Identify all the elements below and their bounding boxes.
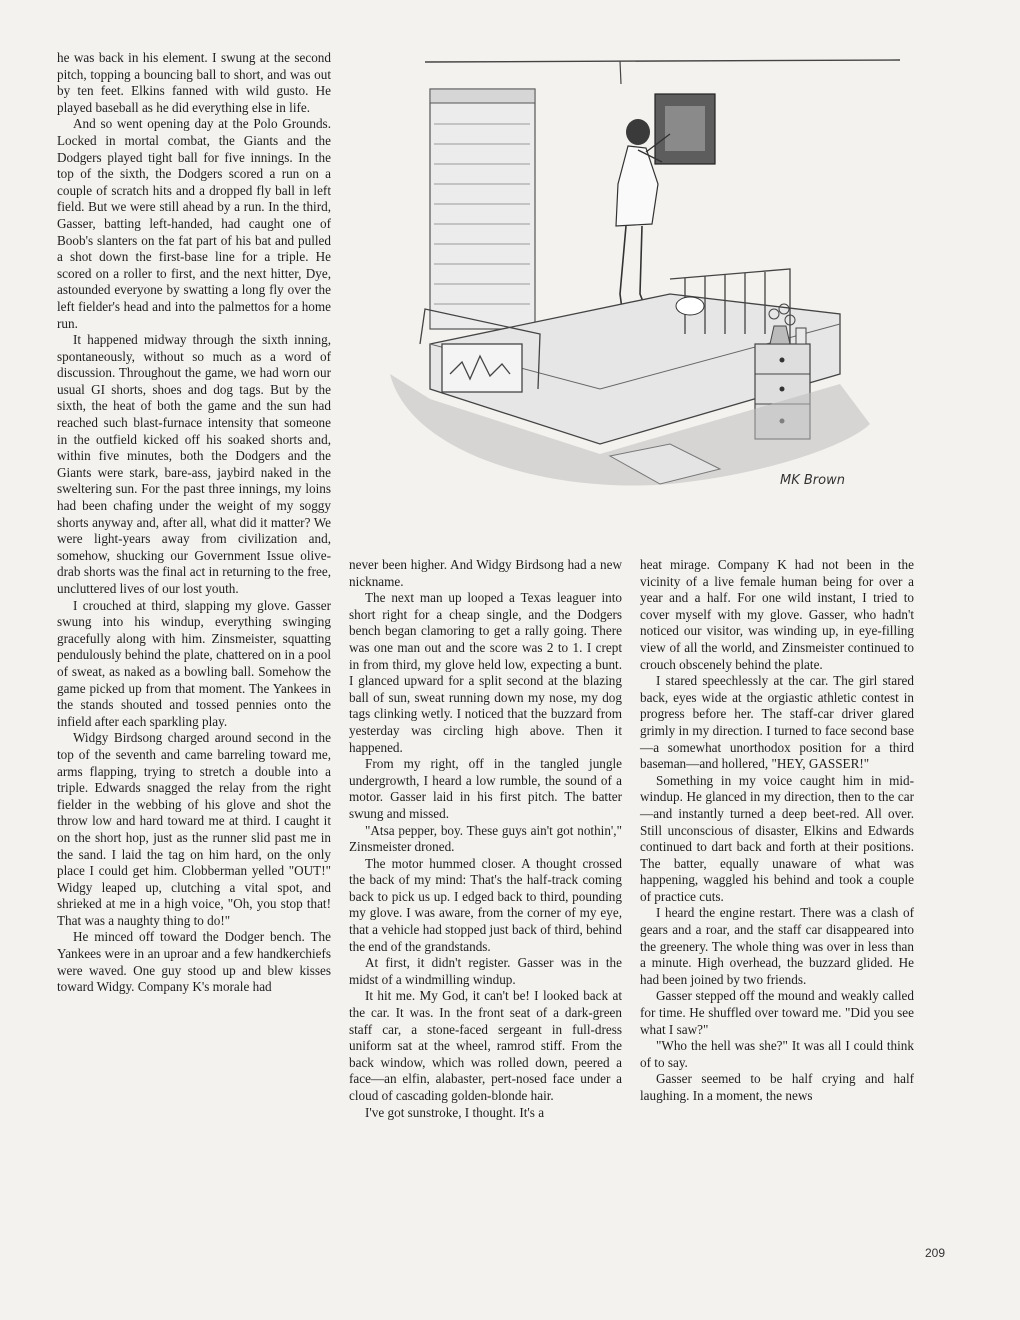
paragraph: Gasser seemed to be half crying and half laughing. In a moment, the news [640, 1071, 914, 1103]
page-number: 209 [925, 1246, 946, 1260]
artist-signature: MK Brown [780, 473, 845, 488]
paragraph: Gasser stepped off the mound and weakly called for time. He shuffled over toward me. "Did you see what I saw?" [640, 988, 914, 1037]
paragraph: "Atsa pepper, boy. These guys ain't got nothin'," Zinsmeister droned. [349, 822, 622, 855]
paragraph: I crouched at third, slapping my glove. Gasser swung into his windup, everything swinging gracefully along with him. Zinsmeister, squatting pendulously behind the plate, chattered on in a pool of sweat, as naked as a bowling ball. Somehow the game picked up from that moment. The Yankees in the stands shouted and tossed pennies onto the infield after each sparkling play. [57, 597, 331, 729]
paragraph: heat mirage. Company K had not been in the vicinity of a live female human being for over a year and a half. For one wild instant, I tried to cover myself with my glove. Gasser, who hadn't noticed our visitor, was winding up, in eye-filling view of all the world, and Zinsmeister continued to crouch obscenely behind the plate. [640, 557, 914, 672]
paragraph: The next man up looped a Texas leaguer into short right for a cheap single, and the Dodgers bench began clamoring to get a rally going. There was one man out and the score was 2 to 1. I crept in from third, my glove held low, expecting a bunt. I glanced upward for a split second at the blazing ball of sun, sweat running down my nose, my dog tags clinking wetly. I noticed that the buzzard from yesterday was circling high above. Then it happened. [349, 590, 622, 755]
text-column-2 [349, 557, 622, 1121]
paragraph: At first, it didn't register. Gasser was in the midst of a windmilling windup. [349, 955, 622, 987]
paragraph: Something in my voice caught him in mid-windup. He glanced in my direction, then to the car—and instantly turned a deep beet-red. All over. Still unconscious of disaster, Elkins and Edwards continued to dart back and forth at their positions. The batter, equally unaware of what was happening, waggled his behind and took a couple of practice cuts. [640, 772, 914, 904]
paragraph: The motor hummed closer. A thought crossed the back of my mind: That's the half-track coming back to pick us up. I edged back to third, pounding my glove. I was aware, from the corner of my eye, that a vehicle had stopped just back of third, behind the end of the grandstands. [349, 855, 622, 954]
paragraph: he was back in his element. I swung at the second pitch, topping a bouncing ball to short, and was out by ten feet. Elkins fanned with wild gusto. He played baseball as he did everything else in life. [57, 50, 331, 115]
text-column-3 [640, 557, 914, 1105]
paragraph: "Who the hell was she?" It was all I could think of to say. [640, 1038, 914, 1070]
paragraph: It happened midway through the sixth inning, spontaneously, without so much as a word of discussion. Throughout the game, we had worn our usual GI shorts, shoes and dog tags. But by the sixth, the heat of both the game and the sun had reached such blast-furnace intensity that someone in the outfield kicked off his soaked shorts and, within five minutes, both the Dodgers and the Giants were stark, bare-ass, jaybird naked in the sweltering sun. For the past three innings, my loins had been chafing under the weight of my soggy shorts anyway and, after all, what did it matter? We were light-years away from civilization and, somehow, shucking our Government Issue olive-drab shorts was the final act in returning to the free, uncluttered lives of our lost youth. [57, 332, 331, 596]
paragraph: And so went opening day at the Polo Grounds. Locked in mortal combat, the Giants and the Dodgers played tight ball for five innings. In the top of the sixth, the Dodgers scored a run on a couple of scratch hits and a dropped fly ball in left field. But we were still ahead by a run. In the third, Gasser, batting left-handed, had caught one of Boob's slanters on the fat part of his bat and pulled a shot down the first-base line for a triple. He scored on a roller to first, and the next hitter, Dye, astounded everyone by swatting a long fly over the left fielder's head and into the palmettos for a home run. [57, 116, 331, 331]
paragraph: From my right, off in the tangled jungle undergrowth, I heard a low rumble, the sound of a motor. Gasser laid in his first pitch. The batter swung and missed. [349, 756, 622, 821]
cartoon-illustration [370, 44, 910, 524]
paragraph: I stared speechlessly at the car. The girl stared back, eyes wide at the orgiastic athletic contest in progress before her. The staff-car driver glared grimly in my direction. I turned to face second base—a somewhat unorthodox position for a third baseman—and hollered, "HEY, GASSER!" [640, 673, 914, 772]
paragraph: He minced off toward the Dodger bench. The Yankees were in an uproar and a few handkerchiefs were waved. One guy stood up and blew kisses toward Widgy. Company K's morale had [57, 929, 331, 995]
paragraph: Widgy Birdsong charged around second in the top of the seventh and came barreling toward me, arms flapping, trying to stretch a double into a triple. Edwards snagged the relay from the right fielder in the webbing of his glove and shot the throw low and hard toward me at third. I caught it on the short hop, just as the runner slid past me in the sand. I laid the tag on him hard, on the only place I could get him. Clobberman yelled "OUT!" Widgy leaped up, clutching a vital spot, and shrieked at me in a high voice, "Oh, you stop that! That was a naughty thing to do!" [57, 730, 331, 928]
paragraph: It hit me. My God, it can't be! I looked back at the car. It was. In the front seat of a dark-green staff car, a stone-faced sergeant in full-dress uniform sat at the wheel, ramrod stiff. From the back window, which was rolled down, peered a face—an elfin, alabaster, pert-nosed face under a cloud of cascading golden-blonde hair. [349, 988, 622, 1103]
paragraph: never been higher. And Widgy Birdsong had a new nickname. [349, 557, 622, 589]
paragraph: I've got sunstroke, I thought. It's a [365, 1104, 545, 1120]
paragraph: I heard the engine restart. There was a clash of gears and a roar, and the staff car disappeared into the greenery. The whole thing was over in less than a minute. High overhead, the buzzard glided. He had been joined by two friends. [640, 905, 914, 987]
text-column-1 [57, 50, 331, 996]
